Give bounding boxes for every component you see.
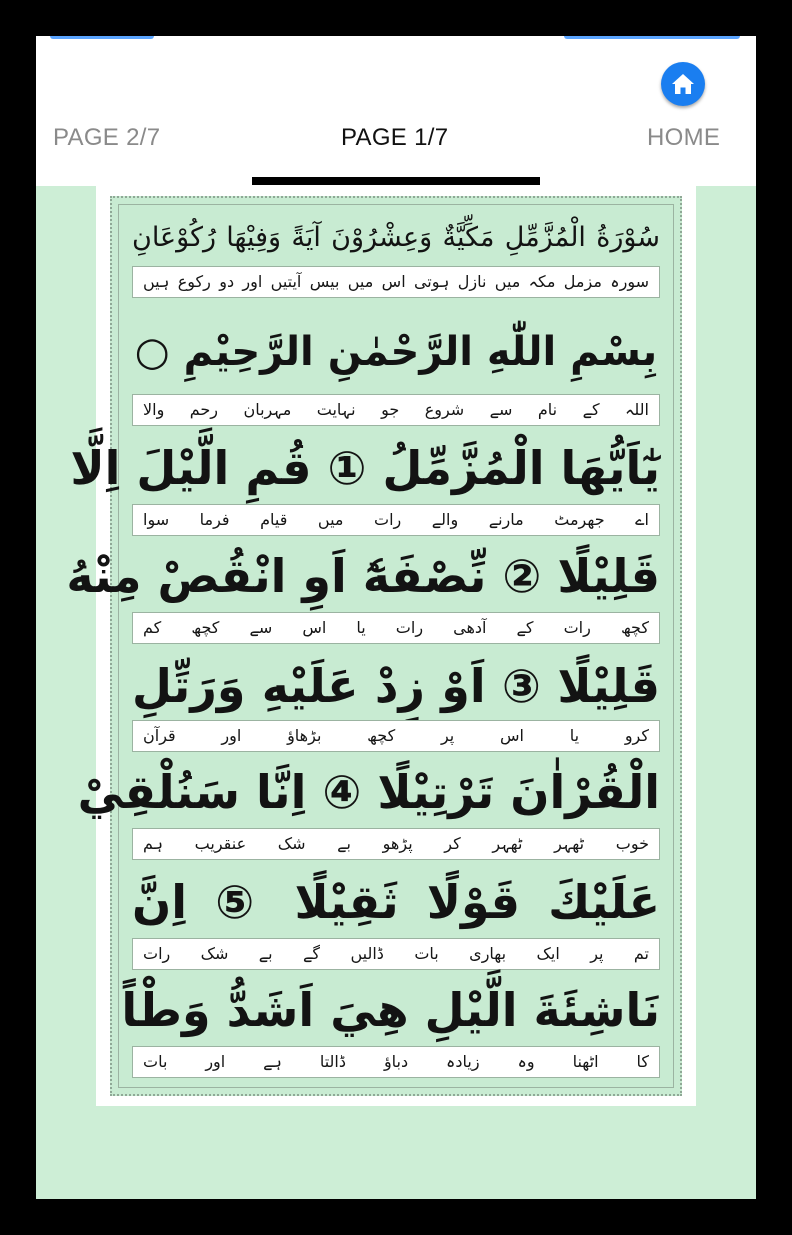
top-edge-left <box>50 36 154 39</box>
tab-page-2[interactable]: PAGE 2/7 <box>53 124 161 151</box>
active-tab-indicator <box>252 177 540 185</box>
top-edge-right <box>564 36 740 39</box>
home-icon <box>670 72 696 96</box>
verse-line-translation: کا اٹھنا وہ زیادہ دباؤ ڈالتا ہے اور بات <box>132 1046 660 1078</box>
verse-line-translation: کرو یا اس پر کچھ بڑھاؤ اور قرآن <box>132 720 660 752</box>
bismillah-arabic: بِسْمِ اللّٰهِ الرَّحْمٰنِ الرَّحِيْمِ ○ <box>134 329 658 375</box>
surah-header-urdu: سورہ مزمل مکہ میں نازل ہوتی اس میں بیس آیتیں اور دو رکوع ہیں <box>132 266 660 298</box>
top-bar <box>36 36 756 186</box>
verse-line-arabic: نَاشِئَةَ الَّيْلِ هِيَ اَشَدُّ وَطْاً <box>121 983 660 1037</box>
home-button[interactable] <box>661 62 705 106</box>
verse-line-arabic: عَلَيْكَ قَوْلًا ثَقِيْلًا ⑤ اِنَّ <box>132 875 660 929</box>
tab-page-1[interactable]: PAGE 1/7 <box>341 124 449 151</box>
verse-line-arabic: قَلِيْلًا ③ اَوْ زِدْ عَلَيْهِ وَرَتِّلِ <box>132 659 660 713</box>
verse-line-translation: کچھ رات کے آدھی رات یا اس سے کچھ کم <box>132 612 660 644</box>
verse-line-translation: تم پر ایک بھاری بات ڈالیں گے بے شک رات <box>132 938 660 970</box>
tab-home[interactable]: HOME <box>647 124 721 151</box>
verse-line-translation: خوب ٹھہر ٹھہر کر پڑھو بے شک عنقریب ہم <box>132 828 660 860</box>
verse-line-arabic: يٰٓاَيُّهَا الْمُزَّمِّلُ ① قُمِ الَّيْلَ اِلَّا <box>70 441 660 495</box>
page-frame <box>66 196 682 1096</box>
surah-header-arabic: سُوْرَةُ الْمُزَّمِّلِ مَكِّيَّةٌ وَعِشْرُوْنَ آيَةً وَفِيْهَا رُكُوْعَانِ <box>132 222 660 253</box>
quran-page-image <box>66 186 696 1106</box>
verse-line-arabic: قَلِيْلًا ② نِّصْفَهٗٓ اَوِ انْقُصْ مِنْهُ <box>66 549 660 603</box>
verse-line-arabic: الْقُرْاٰنَ تَرْتِيْلًا ④ اِنَّا سَنُلْقِيْ <box>77 765 660 819</box>
verse-line-translation: اے جھرمٹ مارنے والے رات میں قیام فرما سوا <box>132 504 660 536</box>
app-screen <box>36 36 756 1199</box>
bismillah-translation: اللہ کے نام سے شروع جو نہایت مہربان رحم والا <box>132 394 660 426</box>
